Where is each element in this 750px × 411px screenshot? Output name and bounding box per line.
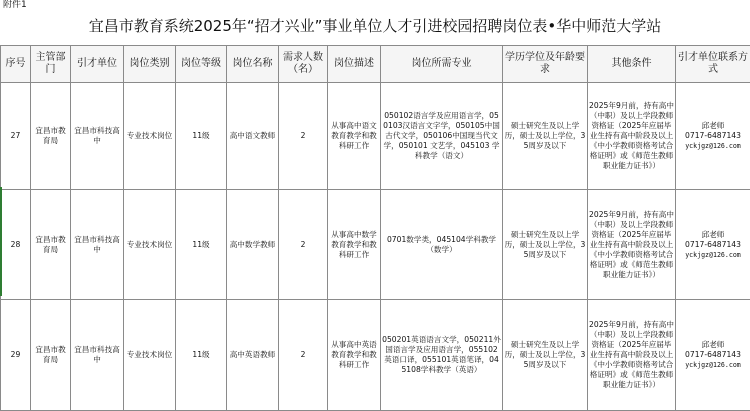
- cell-seq[interactable]: 28: [1, 190, 31, 300]
- header-cell[interactable]: 岗位名称: [227, 46, 279, 83]
- attachment-label: 附件1: [3, 0, 27, 11]
- cell-grade[interactable]: 11级: [176, 83, 227, 190]
- cell-count[interactable]: 2: [279, 300, 328, 411]
- header-cell[interactable]: 引才单位联系方式: [676, 46, 750, 83]
- cell-department[interactable]: 宜昌市教育局: [31, 83, 71, 190]
- cell-seq[interactable]: 29: [1, 300, 31, 411]
- table-row: [1, 300, 750, 411]
- cell-education[interactable]: 硕士研究生及以上学历，硕士及以上学位，35周岁及以下: [503, 190, 588, 300]
- contact-phone: 0717-6487143: [677, 350, 749, 360]
- contact-email: yckjgz@126.com: [677, 360, 749, 370]
- cell-grade[interactable]: 11级: [176, 190, 227, 300]
- contact-name: 邱老师: [677, 230, 749, 240]
- header-row: [1, 46, 750, 83]
- cell-seq[interactable]: 27: [1, 83, 31, 190]
- cell-education[interactable]: 硕士研究生及以上学历，硕士及以上学位，35周岁及以下: [503, 83, 588, 190]
- cell-major[interactable]: 050102语言学及应用语言学，050103汉语言文字学，050105中国古代文学，050106中国现当代文学，050101 文艺学，045103 学科教学（语文）: [381, 83, 503, 190]
- cell-education[interactable]: 硕士研究生及以上学历，硕士及以上学位，35周岁及以下: [503, 300, 588, 411]
- cell-contact[interactable]: [676, 83, 750, 190]
- cell-conditions[interactable]: 2025年9月前，持有高中（中职）及以上学段教师资格证（2025年应届毕业生持有高中阶段及以上《中小学教师资格考试合格证明》或《师范生教师职业能力证书》）: [588, 190, 676, 300]
- header-cell[interactable]: 引才单位: [71, 46, 124, 83]
- table-row: [1, 83, 750, 190]
- header-cell[interactable]: 序号: [1, 46, 31, 83]
- header-cell[interactable]: 岗位等级: [176, 46, 227, 83]
- cell-unit[interactable]: 宜昌市科技高中: [71, 300, 124, 411]
- header-cell[interactable]: 需求人数（名）: [279, 46, 328, 83]
- cell-post[interactable]: 高中英语教师: [227, 300, 279, 411]
- contact-name: 邱老师: [677, 121, 749, 131]
- cell-description[interactable]: 从事高中语文教育教学和教科研工作: [328, 83, 381, 190]
- header-cell[interactable]: 岗位类别: [124, 46, 176, 83]
- header-cell[interactable]: 主管部门: [31, 46, 71, 83]
- header-cell[interactable]: 其他条件: [588, 46, 676, 83]
- cell-category[interactable]: 专业技术岗位: [124, 190, 176, 300]
- cell-department[interactable]: 宜昌市教育局: [31, 190, 71, 300]
- header-cell[interactable]: 学历学位及年龄要求: [503, 46, 588, 83]
- header-cell[interactable]: 岗位所需专业: [381, 46, 503, 83]
- cell-grade[interactable]: 11级: [176, 300, 227, 411]
- header-cell[interactable]: 岗位描述: [328, 46, 381, 83]
- contact-phone: 0717-6487143: [677, 240, 749, 250]
- table-row: [1, 190, 750, 300]
- cell-post[interactable]: 高中数学教师: [227, 190, 279, 300]
- cell-category[interactable]: 专业技术岗位: [124, 83, 176, 190]
- cell-category[interactable]: 专业技术岗位: [124, 300, 176, 411]
- cell-contact[interactable]: [676, 190, 750, 300]
- contact-email: yckjgz@126.com: [677, 141, 749, 151]
- cell-count[interactable]: 2: [279, 190, 328, 300]
- cell-description[interactable]: 从事高中英语教育教学和教科研工作: [328, 300, 381, 411]
- cell-conditions[interactable]: 2025年9月前，持有高中（中职）及以上学段教师资格证（2025年应届毕业生持有高中阶段及以上《中小学教师资格考试合格证明》或《师范生教师职业能力证书》）: [588, 300, 676, 411]
- cell-department[interactable]: 宜昌市教育局: [31, 300, 71, 411]
- cell-major[interactable]: 050201英语语言文学，050211外国语言学及应用语言学，055102英语口译，055101英语笔译，045108学科教学（英语）: [381, 300, 503, 411]
- recruitment-table: [0, 45, 750, 411]
- cell-conditions[interactable]: 2025年9月前，持有高中（中职）及以上学段教师资格证（2025年应届毕业生持有高中阶段及以上《中小学教师资格考试合格证明》或《师范生教师职业能力证书》）: [588, 83, 676, 190]
- cell-contact[interactable]: [676, 300, 750, 411]
- selected-row-indicator: [0, 187, 2, 296]
- page-title: 宜昌市教育系统2025年“招才兴业”事业单位人才引进校园招聘岗位表•华中师范大学站: [0, 16, 750, 36]
- cell-unit[interactable]: 宜昌市科技高中: [71, 83, 124, 190]
- cell-count[interactable]: 2: [279, 83, 328, 190]
- cell-major[interactable]: 0701数学类，045104学科教学（数学）: [381, 190, 503, 300]
- cell-unit[interactable]: 宜昌市科技高中: [71, 190, 124, 300]
- contact-email: yckjgz@126.com: [677, 250, 749, 260]
- cell-description[interactable]: 从事高中数学教育教学和教科研工作: [328, 190, 381, 300]
- cell-post[interactable]: 高中语文教师: [227, 83, 279, 190]
- contact-phone: 0717-6487143: [677, 131, 749, 141]
- contact-name: 邱老师: [677, 340, 749, 350]
